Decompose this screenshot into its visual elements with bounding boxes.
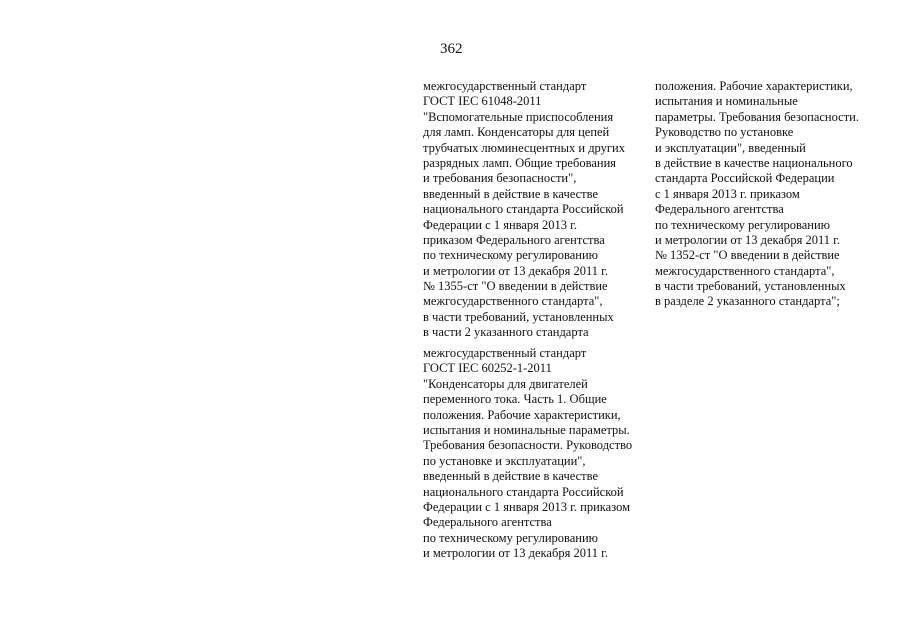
text-line: с 1 января 2013 г. приказом — [655, 186, 800, 201]
text-line: Федерального агентства — [423, 515, 552, 530]
text-line: и метрологии от 13 декабря 2011 г. — [655, 232, 840, 247]
text-line: испытания и номинальные — [655, 94, 798, 109]
text-line: параметры. Требования безопасности. — [655, 109, 859, 124]
text-line: "Конденсаторы для двигателей — [423, 376, 588, 391]
text-line: межгосударственный стандарт — [423, 346, 587, 360]
text-line: № 1352-ст "О введении в действие — [655, 248, 840, 263]
text-line: трубчатых люминесцентных и других — [423, 140, 625, 155]
text-line: и метрологии от 13 декабря 2011 г. — [423, 546, 608, 561]
text-line: в части требований, установленных — [423, 309, 614, 324]
left-column-block-1 — [423, 79, 625, 341]
text-line: Требования безопасности. Руководство — [423, 438, 633, 453]
text-line: положения. Рабочие характеристики, — [423, 407, 621, 422]
text-line: Федерации с 1 января 2013 г. — [423, 217, 578, 232]
text-line: и требования безопасности", — [423, 171, 577, 186]
text-line: по техническому регулированию — [423, 248, 599, 263]
text-line: и эксплуатации", введенный — [655, 140, 806, 155]
text-line: по техническому регулированию — [423, 530, 599, 545]
text-line: Федерального агентства — [655, 202, 784, 217]
text-line: положения. Рабочие характеристики, — [655, 79, 853, 93]
text-line: по установке и эксплуатации", — [423, 453, 586, 468]
text-line: в части требований, установленных — [655, 279, 846, 294]
text-line: разрядных ламп. Общие требования — [423, 155, 617, 170]
left-column-block-2 — [423, 346, 632, 561]
text-line: национального стандарта Российской — [423, 202, 624, 217]
text-line: в действие в качестве национального — [655, 155, 853, 170]
text-line: испытания и номинальные параметры. — [423, 422, 630, 437]
text-line: и метрологии от 13 декабря 2011 г. — [423, 263, 608, 278]
text-line: № 1355-ст "О введении в действие — [423, 279, 608, 294]
text-line: ГОСТ IEC 60252-1-2011 — [423, 361, 552, 376]
text-line: введенный в действие в качестве — [423, 469, 599, 484]
page-number: 362 — [440, 41, 463, 57]
text-line: для ламп. Конденсаторы для цепей — [423, 125, 610, 140]
text-line: в разделе 2 указанного стандарта"; — [655, 294, 840, 309]
text-line: по техническому регулированию — [655, 217, 831, 232]
text-line: приказом Федерального агентства — [423, 232, 605, 247]
text-line: "Вспомогательные приспособления — [423, 109, 614, 124]
text-line: в части 2 указанного стандарта — [423, 325, 589, 340]
text-line: введенный в действие в качестве — [423, 186, 599, 201]
text-line: ГОСТ IEC 61048-2011 — [423, 94, 542, 109]
text-line: межгосударственного стандарта", — [655, 263, 835, 278]
text-line: межгосударственного стандарта", — [423, 294, 603, 309]
text-line: национального стандарта Российской — [423, 484, 624, 499]
text-line: Федерации с 1 января 2013 г. приказом — [423, 499, 630, 514]
text-line: переменного тока. Часть 1. Общие — [423, 392, 607, 407]
text-line: межгосударственный стандарт — [423, 79, 587, 93]
text-line: стандарта Российской Федерации — [655, 171, 835, 186]
right-column — [655, 79, 859, 310]
text-line: Руководство по установке — [655, 125, 794, 140]
